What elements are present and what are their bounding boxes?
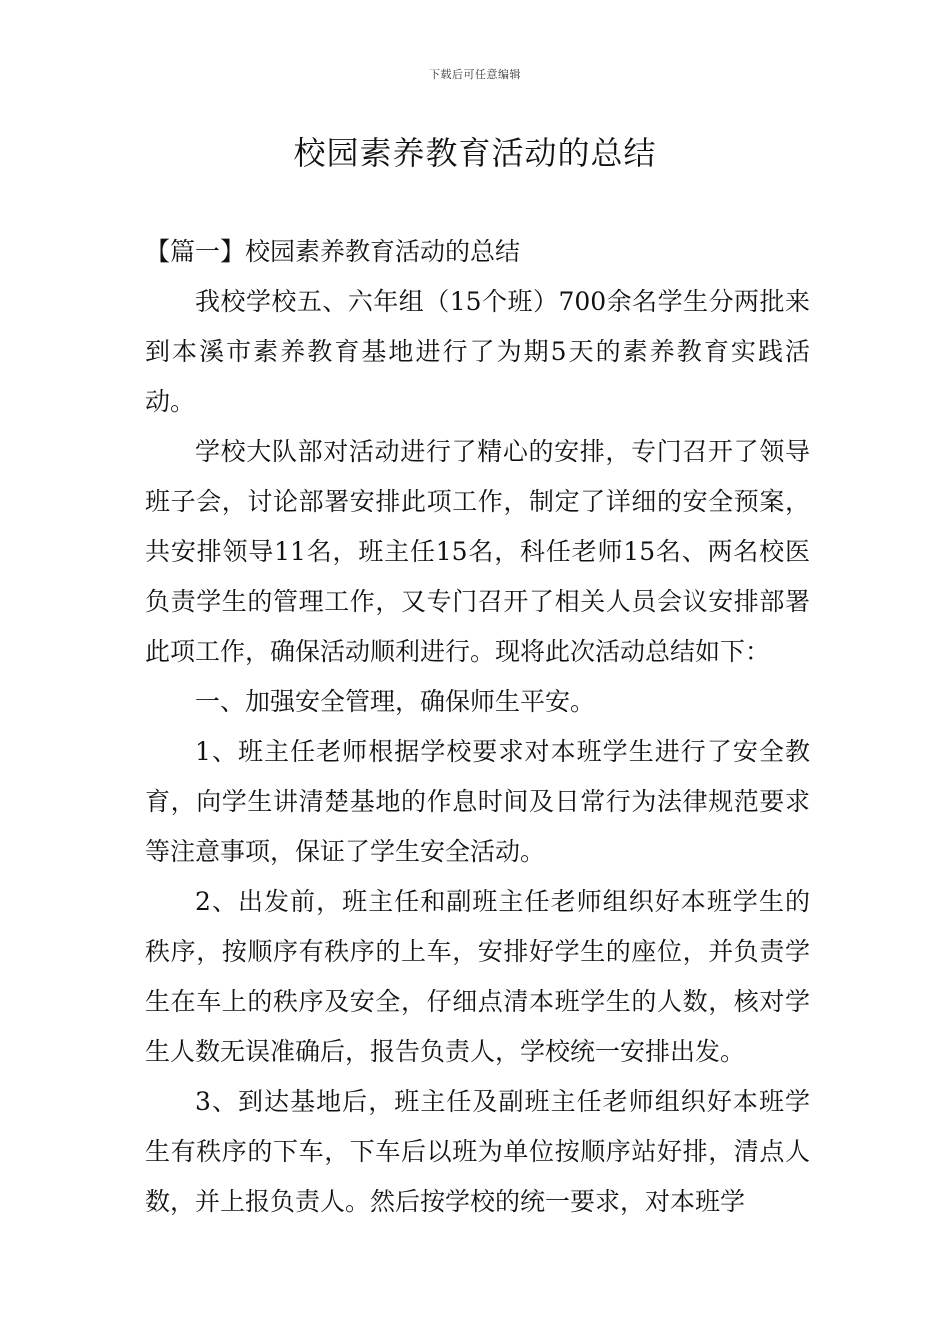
document-body — [145, 227, 810, 1227]
paragraph: 2、出发前，班主任和副班主任老师组织好本班学生的秩序，按顺序有秩序的上车，安排好学生的座位，并负责学生在车上的秩序及安全，仔细点清本班学生的人数，核对学生人数无误准确后，报告负责人，学校统一安排出发。 — [145, 887, 810, 1066]
paragraph: 我校学校五、六年组（15个班）700余名学生分两批来到本溪市素养教育基地进行了为期5天的素养教育实践活动。 — [145, 287, 810, 416]
paragraph: 1、班主任老师根据学校要求对本班学生进行了安全教育，向学生讲清楚基地的作息时间及日常行为法律规范要求等注意事项，保证了学生安全活动。 — [145, 737, 810, 866]
paragraph: 学校大队部对活动进行了精心的安排，专门召开了领导班子会，讨论部署安排此项工作，制定了详细的安全预案，共安排领导11名，班主任15名，科任老师15名、两名校医负责学生的管理工作，又专门召开了相关人员会议安排部署此项工作，确保活动顺利进行。现将此次活动总结如下： — [145, 437, 810, 666]
paragraph: 3、到达基地后，班主任及副班主任老师组织好本班学生有秩序的下车，下车后以班为单位按顺序站好排，清点人数，并上报负责人。然后按学校的统一要求，对本班学 — [145, 1087, 810, 1216]
paragraph: 一、加强安全管理，确保师生平安。 — [195, 687, 596, 716]
page-title: 校园素养教育活动的总结 — [293, 134, 657, 172]
header-note: 下载后可任意编辑 — [429, 68, 521, 81]
section-heading: 【篇一】校园素养教育活动的总结 — [145, 237, 521, 266]
